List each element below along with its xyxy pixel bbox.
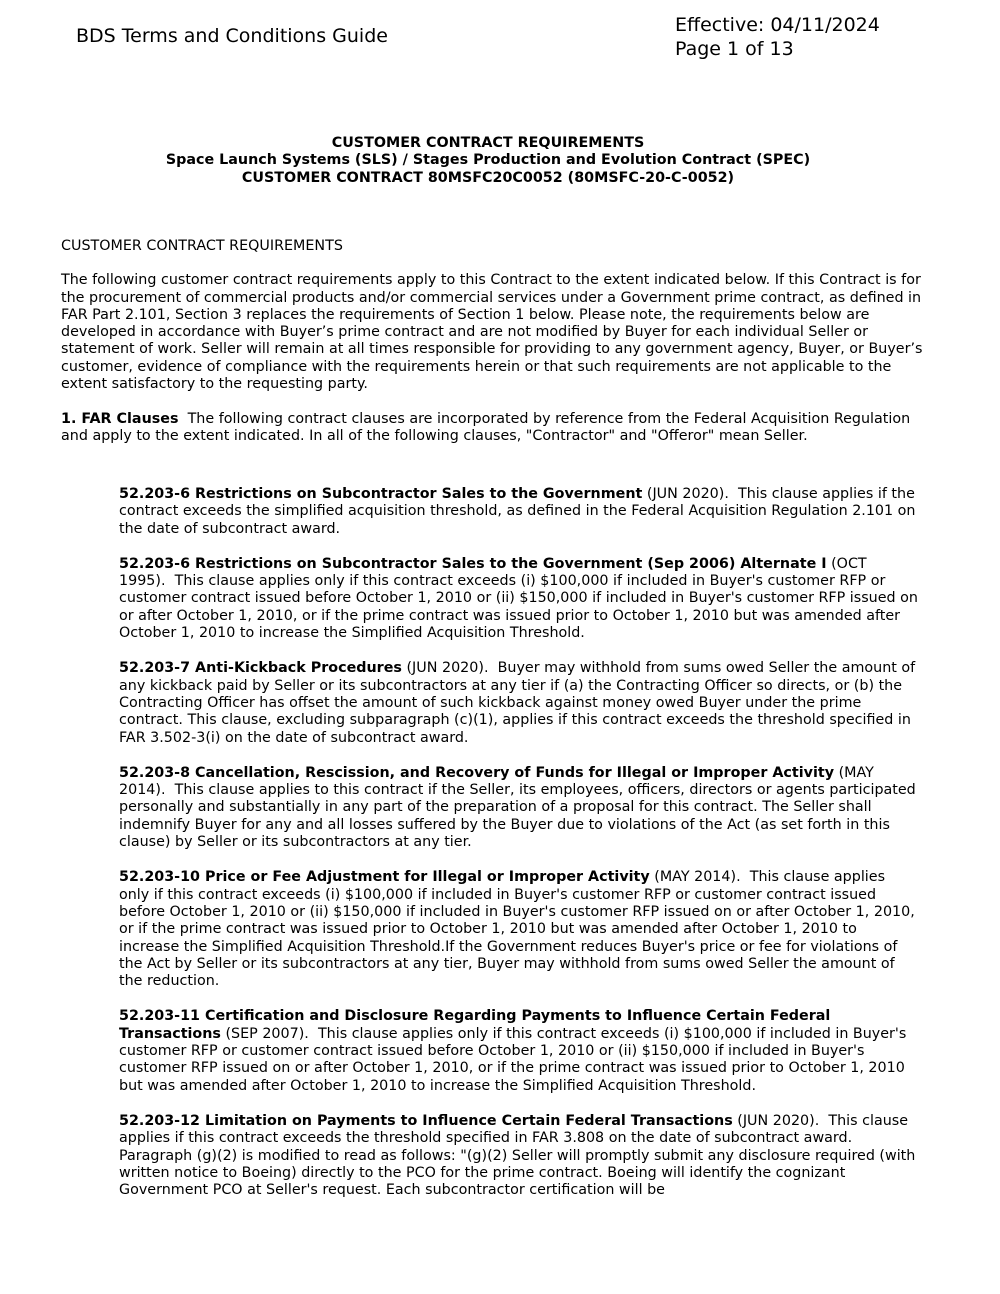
far-label: 1. FAR Clauses — [61, 411, 179, 427]
clause-date: (SEP 2007). — [225, 1025, 309, 1042]
clause-text: This clause applies if the contract exceeds the simplified acquisition threshold, as defined in the Federal Acquisition Regulation 2.101 on the date of subcontract award. — [119, 486, 916, 537]
intro-heading: CUSTOMER CONTRACT REQUIREMENTS — [61, 238, 343, 254]
clause-item — [119, 869, 919, 990]
clause-item — [119, 660, 919, 746]
clause-title: 52.203-8 Cancellation, Rescission, and Recovery of Funds for Illegal or Improper Activity — [119, 764, 835, 781]
clause-text: This clause applies if this contract exceeds the threshold specified in FAR 3.808 on the date of subcontract award. Paragraph (g)(2) is modified to read as follows: "(g)(2) Seller will promptly submit any disclosure required (with written notice to Boeing) directly to the PCO for the prime contract. Boeing will identify the cognizant Government PCO at Seller's request. Each subcontractor certification will be — [119, 1112, 916, 1199]
clause-date: (JUN 2020). — [646, 486, 729, 502]
document-title — [0, 135, 976, 187]
title-line-1: CUSTOMER CONTRACT REQUIREMENTS — [331, 135, 645, 151]
clause-date: (MAY 2014). — [654, 869, 741, 886]
intro-body: The following customer contract requirements apply to this Contract to the extent indicated below. If this Contract is for the procurement of commercial products and/or commercial services under a Government prime contract, as defined in FAR Part 2.101, Section 3 replaces the requirements of Section 1 below. Please note, the requirements below are developed in accordance with Buyer’s prime contract and are not modified by Buyer for each individual Seller or statement of work. Seller will remain at all times responsible for providing to any government agency, Buyer, or Buyer’s customer, evidence of compliance with the requirements herein or that such requirements are not applicable to the extent satisfactory to the requesting party. — [61, 272, 923, 393]
clause-item — [119, 765, 919, 851]
title-line-3: CUSTOMER CONTRACT 80MSFC20C0052 (80MSFC-20-C-0052) — [241, 169, 735, 186]
far-paragraph — [61, 411, 931, 446]
clause-text: This clause applies only if this contract exceeds (i) $100,000 if included in Buyer's customer RFP or customer contract issued before October 1, 2010 or (ii) $150,000 if included in Buyer's customer RFP issued on or after October 1, 2010, or if the prime contract was issued prior to October 1, 2010 but was amended after October 1, 2010 to increase the Simplified Acquisition Threshold. — [119, 573, 918, 642]
page-number: Page 1 of 13 — [675, 38, 794, 60]
clause-item — [119, 1113, 919, 1199]
far-body: The following contract clauses are incorporated by reference from the Federal Acquisition Regulation and apply to the extent indicated. In all of the following clauses, "Contractor" and "Offeror" mean Seller. — [61, 411, 911, 445]
header-meta — [675, 13, 880, 61]
clause-title: 52.203-6 Restrictions on Subcontractor Sales to the Government — [119, 486, 643, 502]
title-line-2: Space Launch Systems (SLS) / Stages Production and Evolution Contract (SPEC) — [165, 152, 811, 169]
clause-title: 52.203-11 Certification and Disclosure Regarding Payments to Influence Certain Federal Transactions — [119, 1008, 831, 1042]
clause-list — [119, 486, 919, 1217]
far-section — [61, 411, 931, 446]
guide-title: BDS Terms and Conditions Guide — [76, 25, 388, 47]
clause-title: 52.203-10 Price or Fee Adjustment for Illegal or Improper Activity — [119, 869, 650, 886]
clause-item — [119, 1008, 919, 1094]
clause-date: (MAY 2014). — [119, 764, 874, 799]
effective-date: Effective: 04/11/2024 — [675, 14, 880, 36]
clause-item — [119, 556, 919, 642]
clause-text: This clause applies only if this contract exceeds (i) $100,000 if included in Buyer's customer RFP or customer contract issued before October 1, 2010 or (ii) $150,000 if included in Buyer's customer RFP issued on or after October 1, 2010, or if the prime contract was issued prior to October 1, 2010 but was amended after October 1, 2010 to increase the Simplified Acquisition Threshold. — [119, 1025, 907, 1094]
clause-title: 52.203-12 Limitation on Payments to Influence Certain Federal Transactions — [119, 1112, 733, 1129]
clause-date: (JUN 2020). — [737, 1112, 820, 1129]
clause-text: This clause applies to this contract if the Seller, its employees, officers, directors or agents participated personally and substantially in any part of the preparation of a proposal for this contract. The Seller shall indemnify Buyer for any and all losses suffered by the Buyer due to violations of the Act (as set forth in this clause) by Seller or its subcontractors at any tier. — [119, 782, 916, 851]
clause-text: This clause applies only if this contract exceeds (i) $100,000 if included in Buyer's customer RFP or customer contract issued before October 1, 2010 or (ii) $150,000 if included in Buyer's customer RFP issued on or after October 1, 2010, or if the prime contract was issued prior to October 1, 2010 but was amended after October 1, 2010 to increase the Simplified Acquisition Threshold.If the Government reduces Buyer's price or fee for violations of the Act by Seller or its subcontractors at any tier, Buyer may withhold from sums owed Seller the amount of the reduction. — [119, 869, 915, 990]
clause-date: (OCT 1995). — [119, 555, 867, 590]
clause-title: 52.203-6 Restrictions on Subcontractor Sales to the Government (Sep 2006) Alternate I — [119, 555, 827, 572]
clause-item — [119, 486, 919, 538]
clause-text: Buyer may withhold from sums owed Seller the amount of any kickback paid by Seller or its subcontractors at any tier if (a) the Contracting Officer so directs, or (b) the Contracting Officer has offset the amount of such kickback against money owed Buyer under the prime contract. This clause, excluding subparagraph (c)(1), applies if this contract exceeds the threshold specified in FAR 3.502-3(i) on the date of subcontract award. — [119, 660, 916, 746]
clause-date: (JUN 2020). — [406, 660, 489, 677]
clause-title: 52.203-7 Anti-Kickback Procedures — [119, 660, 402, 677]
intro-section — [61, 238, 931, 393]
